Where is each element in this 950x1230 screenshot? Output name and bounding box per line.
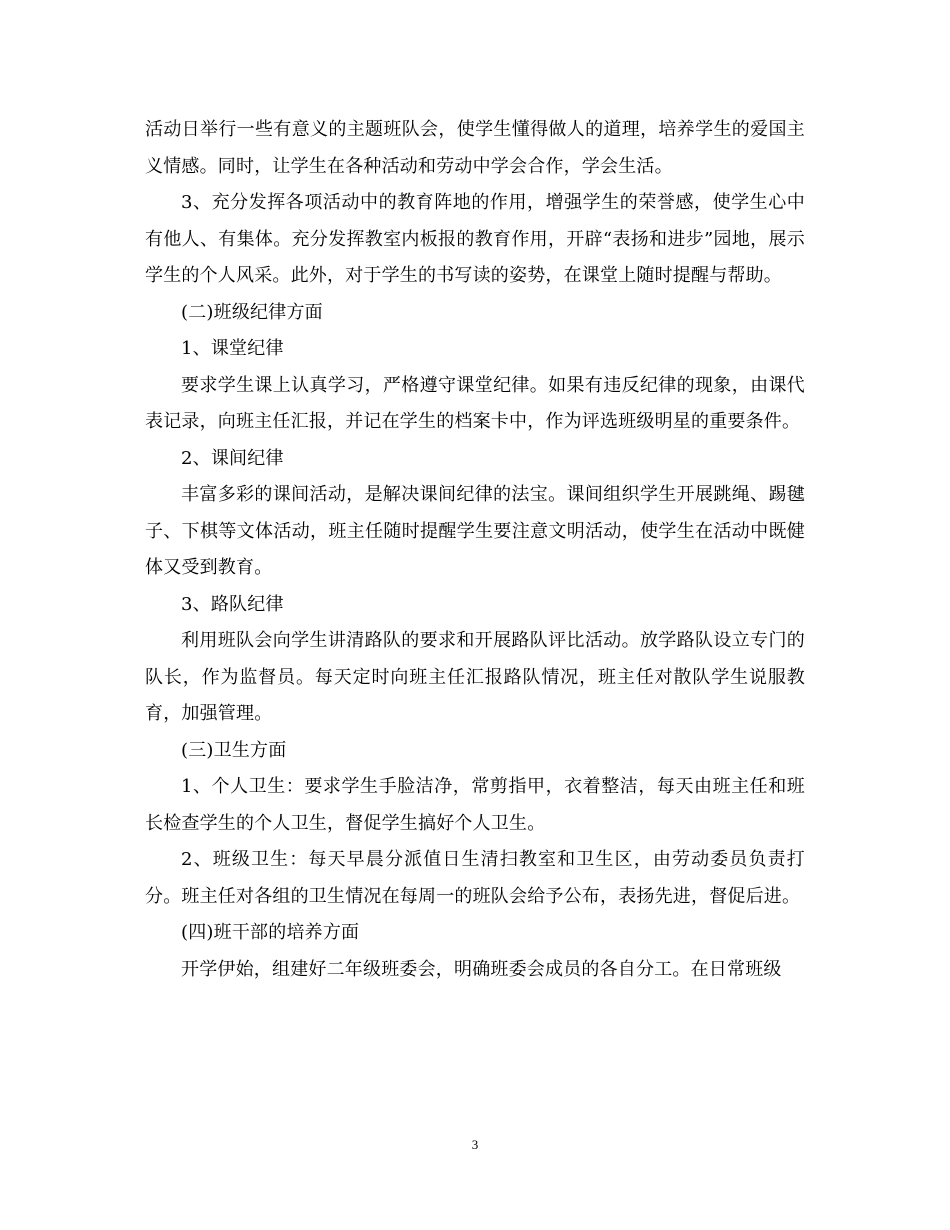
paragraph: 丰富多彩的课间活动，是解决课间纪律的法宝。课间组织学生开展跳绳、踢毽子、下棋等文体活动，班主任随时提醒学生要注意文明活动，使学生在活动中既健体又受到教育。 <box>145 484 805 578</box>
paragraph: 活动日举行一些有意义的主题班队会，使学生懂得做人的道理，培养学生的爱国主义情感。同时，让学生在各种活动和劳动中学会合作，学会生活。 <box>145 119 805 177</box>
subsection-heading: 2、课间纪律 <box>181 447 284 469</box>
paragraph: 1、个人卫生：要求学生手脸洁净，常剪指甲，衣着整洁，每天由班主任和班长检查学生的个人卫生，督促学生搞好个人卫生。 <box>145 776 805 834</box>
section-heading: (三)卫生方面 <box>181 739 287 761</box>
subsection-heading: 1、课堂纪律 <box>181 338 284 359</box>
page-number: 3 <box>471 1137 479 1152</box>
paragraph: 2、班级卫生：每天早晨分派值日生清扫教室和卫生区，由劳动委员负责打分。班主任对各组的卫生情况在每周一的班队会给予公布，表扬先进，督促后进。 <box>145 849 805 907</box>
document-body <box>145 112 805 988</box>
paragraph: 3、充分发挥各项活动中的教育阵地的作用，增强学生的荣誉感，使学生心中有他人、有集体。充分发挥教室内板报的教育作用，开辟“表扬和进步”园地，展示学生的个人风采。此外，对于学生的书写读的姿势，在课堂上随时提醒与帮助。 <box>145 192 805 286</box>
paragraph: 开学伊始，组建好二年级班委会，明确班委会成员的各自分工。在日常班级 <box>181 958 782 980</box>
subsection-heading: 3、路队纪律 <box>181 593 284 615</box>
paragraph: 要求学生课上认真学习，严格遵守课堂纪律。如果有违反纪律的现象，由课代表记录，向班主任汇报，并记在学生的档案卡中，作为评选班级明星的重要条件。 <box>145 374 805 432</box>
section-heading: (四)班干部的培养方面 <box>181 922 360 943</box>
section-heading: (二)班级纪律方面 <box>181 301 323 323</box>
paragraph: 利用班队会向学生讲清路队的要求和开展路队评比活动。放学路队设立专门的队长，作为监督员。每天定时向班主任汇报路队情况，班主任对散队学生说服教育，加强管理。 <box>145 630 805 724</box>
